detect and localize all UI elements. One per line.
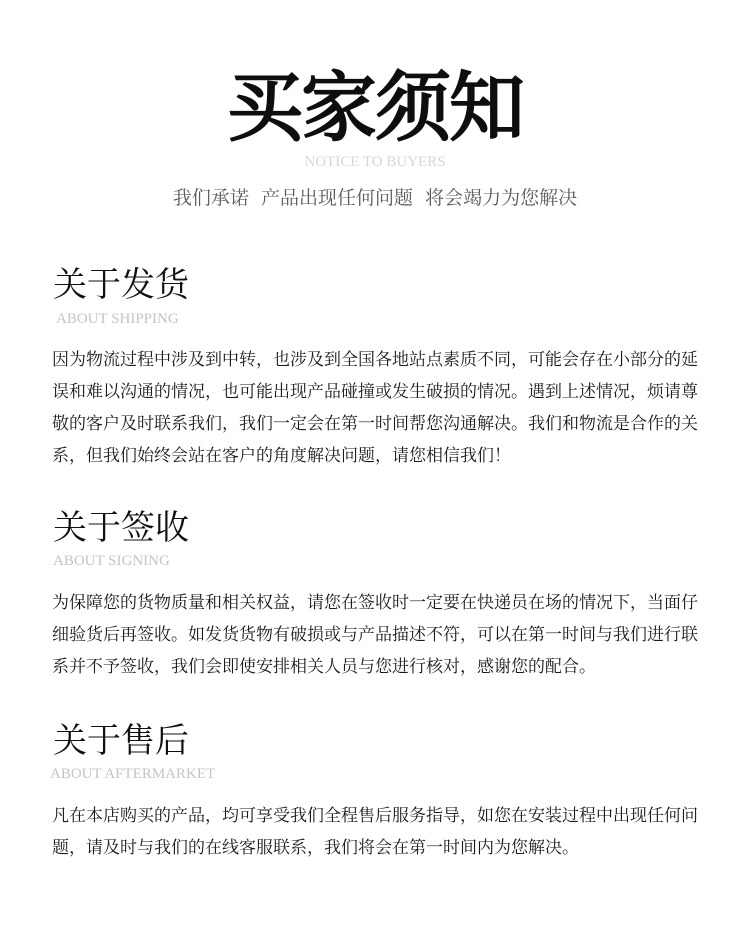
section-aftermarket-subtitle: ABOUT AFTERMARKET [50,766,216,782]
section-shipping-subtitle: ABOUT SHIPPING [56,311,179,327]
section-signing-title: 关于签收 [53,508,189,548]
page-title-english: NOTICE TO BUYERS [304,154,446,170]
section-signing-subtitle: ABOUT SIGNING [53,553,170,569]
page-tagline: 我们承诺 产品出现任何问题 将会竭力为您解决 [172,187,578,209]
page-title: 买家须知 [227,63,523,152]
section-shipping-title: 关于发货 [53,265,189,305]
section-aftermarket-body: 凡在本店购买的产品，均可享受我们全程售后服务指导，如您在安装过程中出现任何问题，请及时与我们的在线客服联系，我们将会在第一时间内为您解决。 [52,806,698,858]
section-aftermarket-title: 关于售后 [53,721,189,761]
page-header [0,63,750,170]
section-shipping-body: 因为物流过程中涉及到中转，也涉及到全国各地站点素质不同，可能会存在小部分的延误和难以沟通的情况，也可能出现产品碰撞或发生破损的情况。遇到上述情况，烦请尊敬的客户及时联系我们，我们一定会在第一时间帮您沟通解决。我们和物流是合作的关系，但我们始终会站在客户的角度解决问题，请您相信我们！ [52,350,698,466]
section-signing-body: 为保障您的货物质量和相关权益，请您在签收时一定要在快递员在场的情况下，当面仔细验货后再签收。如发货货物有破损或与产品描述不符，可以在第一时间与我们进行联系并不予签收，我们会即使安排相关人员与您进行核对，感谢您的配合。 [52,593,698,677]
